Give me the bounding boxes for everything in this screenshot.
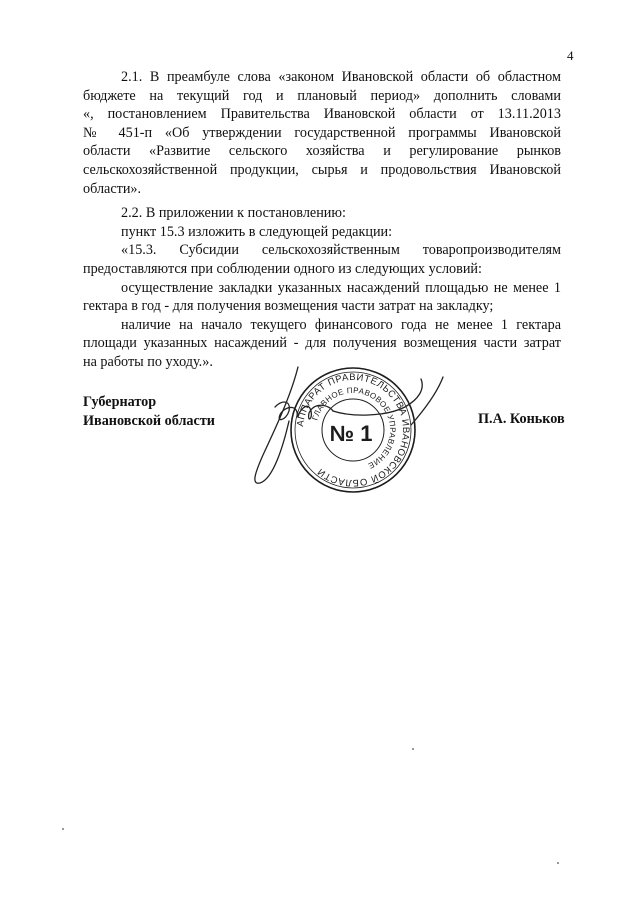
scan-artifact	[557, 862, 559, 864]
text-line: 2.1. В преамбуле слова «законом Ивановской области об областном	[121, 69, 561, 85]
signer-title-line-2: Ивановской области	[83, 412, 215, 429]
text-line: гектара в год - для получения возмещения части затрат на закладку;	[83, 298, 494, 315]
text-line: № 451-п «Об утверждении государственной программы Ивановской	[83, 124, 561, 141]
text-line: наличие на начало текущего финансового года не менее 1 гектара	[121, 316, 561, 333]
text-line: «15.3. Субсидии сельскохозяйственным товаропроизводителям	[121, 242, 561, 259]
stamp-inner-text: ГЛАВНОЕ ПРАВОВОЕ УПРАВЛЕНИЕ	[310, 385, 398, 471]
scan-artifact	[62, 828, 64, 830]
text-line: бюджете на текущий год и плановый период» дополнить словами	[83, 87, 561, 104]
stamp-outer-text: АППАРАТ ПРАВИТЕЛЬСТВА ИВАНОВСКОЙ ОБЛАСТИ	[295, 371, 412, 489]
stamp-number: № 1	[329, 421, 373, 446]
text-line: 2.2. В приложении к постановлению:	[121, 205, 346, 222]
text-line: области».	[83, 180, 142, 197]
text-line: сельскохозяйственной продукции, сырья и продовольствия Ивановской	[83, 161, 561, 178]
text-line: пункт 15.3 изложить в следующей редакции:	[121, 223, 393, 240]
text-line: предоставляются при соблюдении одного из следующих условий:	[83, 260, 482, 277]
text-line: площади указанных насаждений - для получения возмещения части затрат	[83, 335, 561, 352]
scan-artifact	[412, 748, 414, 750]
document-body	[83, 68, 561, 372]
signer-name: П.А. Коньков	[478, 411, 565, 427]
seal-and-signature	[225, 355, 450, 505]
text-line: области «Развитие сельского хозяйства и регулирование рынков	[83, 143, 561, 160]
signer-title	[83, 393, 215, 430]
text-line: «, постановлением Правительства Ивановской области от 13.11.2013	[83, 106, 561, 123]
signer-title-line-1: Губернатор	[83, 394, 157, 410]
text-line: осуществление закладки указанных насаждений площадью не менее 1	[121, 279, 561, 296]
page-number: 4	[567, 48, 574, 63]
text-line: на работы по уходу.».	[83, 353, 213, 370]
